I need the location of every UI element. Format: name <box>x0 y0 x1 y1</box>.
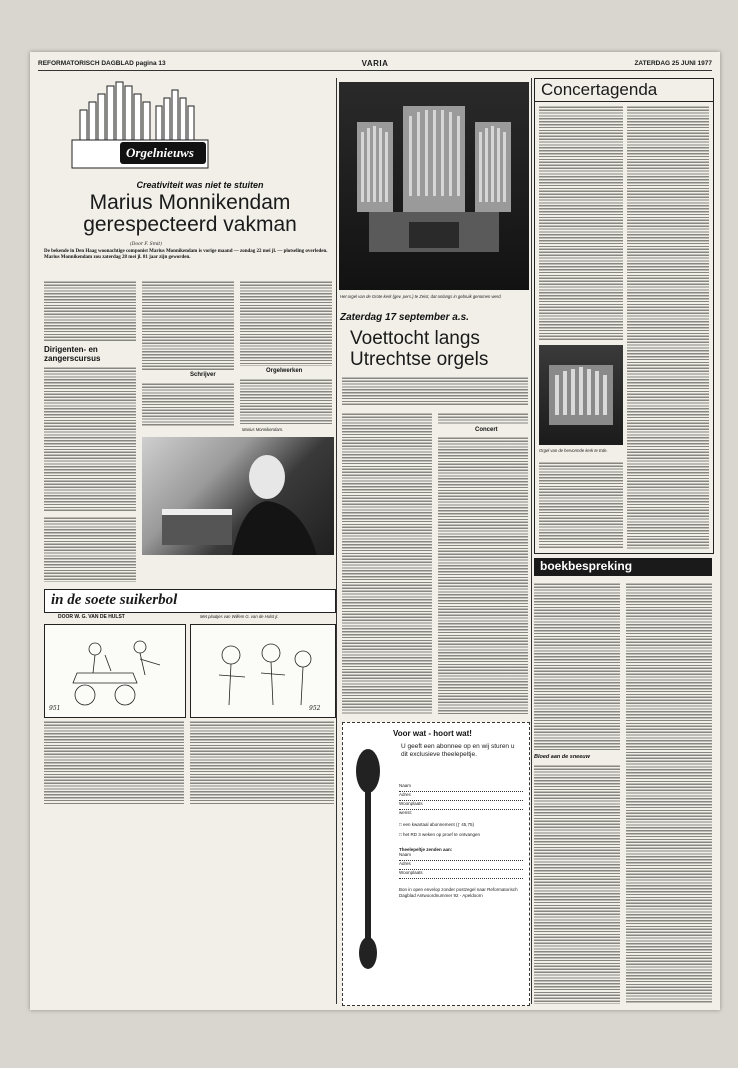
orgel-headline-line2: gerespecteerd vakman <box>83 213 297 236</box>
boekbespreking-banner <box>534 558 712 576</box>
recipient-name-field[interactable]: Naam <box>399 852 523 861</box>
voettocht-intro <box>342 376 528 406</box>
newspaper-page <box>30 52 720 1010</box>
column-rule <box>531 78 532 1004</box>
orgelnieuws-logo-text: Orgelnieuws <box>126 145 194 160</box>
subhead-concert: Concert <box>475 427 498 433</box>
recipient-city-field[interactable]: Woonplaats <box>399 870 523 879</box>
coupon-form <box>399 783 523 898</box>
voettocht-date: Zaterdag 17 september a.s. <box>340 312 469 323</box>
orgel-text-col3b <box>240 378 332 424</box>
zeist-organ-photo <box>339 82 529 290</box>
subhead-dirigenten: Dirigenten- en zangerscursus <box>44 345 101 363</box>
orgel-headline <box>40 192 340 236</box>
orgel-text-col2 <box>142 280 234 370</box>
ede-photo-caption: Orgel van de hervormde kerk te Ede. <box>539 448 608 453</box>
zeist-photo-caption: Het orgel van de Grote kerk (gev. pers.) te Zeist, dat onlangs in gebruik genomen werd. <box>340 294 502 299</box>
orgel-text-col2b <box>142 382 234 426</box>
boek-col1b <box>534 764 620 1004</box>
concert-col2 <box>627 105 709 549</box>
voettocht-col2b <box>438 436 528 714</box>
sukerbol-text-col2 <box>190 720 334 804</box>
orgel-text-col3 <box>240 280 332 366</box>
coupon-title: Voor wat - hoort wat! <box>393 729 472 738</box>
orgel-byline: (Door F. Smit) <box>130 242 162 247</box>
sukerbol-banner <box>44 589 336 613</box>
coupon <box>342 722 530 1006</box>
wenst-label: wenst: <box>399 810 413 815</box>
ede-organ-photo <box>539 345 623 445</box>
subhead-orgelwerken: Orgelwerken <box>266 368 303 374</box>
coupon-footer: Bon in open envelop zonder postzegel naar Reformatorisch Dagblad Antwoordnummer 92 - Apeldoorn <box>399 887 518 898</box>
voettocht-headline-line2: Utrechtse orgels <box>350 349 489 370</box>
orgel-text-col1b <box>44 366 136 512</box>
masthead-date: ZATERDAG 25 JUNI 1977 <box>634 60 712 67</box>
sukerbol-illustrator: Met plaatjes van Willem G. van de Hulst jr. <box>200 614 279 619</box>
children-laughing-drawing-icon <box>191 625 335 717</box>
concertagenda-box <box>534 78 714 554</box>
voettocht-headline-line1: Voettocht langs <box>350 328 480 349</box>
sukerbol-author: DOOR W. G. VAN DE HULST <box>58 614 125 620</box>
concert-col1b <box>539 461 623 549</box>
church-organ-icon <box>539 345 623 445</box>
boek-col1 <box>534 582 620 750</box>
portrait-photo <box>142 437 334 555</box>
orgel-headline-line1: Marius Monnikendam <box>89 191 291 214</box>
illustration-number-952: 952 <box>309 705 321 712</box>
orgel-text-col1 <box>44 280 136 342</box>
sukerbol-illustration-2 <box>190 624 336 718</box>
address-field[interactable]: Adres <box>399 792 523 801</box>
voettocht-headline <box>350 328 530 370</box>
recipient-address-field[interactable]: Adres <box>399 861 523 870</box>
orgel-text-col1c <box>44 516 136 582</box>
masthead-left: REFORMATORISCH DAGBLAD pagina 13 <box>38 60 166 67</box>
sukerbol-text-col1 <box>44 720 184 804</box>
sukerbol-illustration-1 <box>44 624 186 718</box>
concertagenda-title: Concertagenda <box>541 80 658 99</box>
voettocht-col1 <box>342 412 432 714</box>
concertagenda-header <box>535 79 713 102</box>
spoon-to-label: Theelepeltje zenden aan: <box>399 847 453 852</box>
orgel-intro: De bekende in Den Haag woonachtige componist Marius Monnikendam is vorige maand — zondag 22 mei jl. — plotseling overleden. Marius Monnikendam zou zaterdag 28 mei jl. 81 jaar zijn geworden. <box>44 249 328 260</box>
boek-col2 <box>626 582 712 1004</box>
teaspoon-icon <box>349 741 387 981</box>
orgelnieuws-logo <box>70 80 210 170</box>
subhead-bloed: Bloed aan de sneeuw <box>534 754 590 760</box>
option-kwartaal[interactable]: □ een kwartaal abonnement (ƒ 45,75) <box>399 822 475 827</box>
portrait-caption: Marius Monnikendam. <box>242 427 284 432</box>
concert-col1 <box>539 105 623 341</box>
coupon-text: U geeft een abonnee op en wij sturen u dit exclusieve theelepeltje. <box>401 743 515 758</box>
subhead-schrijver: Schrijver <box>190 372 216 378</box>
voettocht-col2a <box>438 412 528 424</box>
sukerbol-title: in de soete suikerbol <box>51 592 178 608</box>
option-proef[interactable]: □ het RD 3 weken op proef te ontvangen <box>399 832 481 837</box>
children-cart-drawing-icon <box>45 625 185 717</box>
pipe-organ-icon <box>339 82 529 290</box>
name-field[interactable]: Naam <box>399 783 523 792</box>
column-rule <box>336 78 337 1004</box>
masthead <box>38 58 712 71</box>
illustration-number-951: 951 <box>49 705 61 712</box>
composer-portrait-icon <box>142 437 334 555</box>
city-field[interactable]: Woonplaats <box>399 801 523 810</box>
orgel-kicker: Creativiteit was niet te stuiten <box>136 180 264 190</box>
boekbespreking-title: boekbespreking <box>540 559 633 573</box>
section-title: VARIA <box>361 59 389 68</box>
